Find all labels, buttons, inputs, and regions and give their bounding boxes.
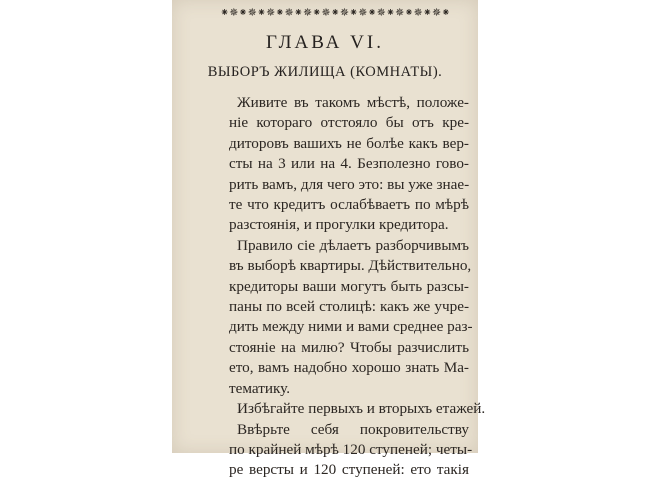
text-line: диторовъ вашихъ не болѣе какъ вер- [229,134,469,152]
text-line: ето, вамъ надобно хорошо знать Ма- [229,359,469,377]
text-line: дить между ними и вами среднее раз- [229,318,473,336]
text-line: сты на 3 или на 4. Безполезно гово- [229,155,469,173]
body-text [229,93,486,481]
text-line: въ выборѣ квартиры. Дѣйствительно, [229,257,472,275]
text-line: Живите въ такомъ мѣстѣ, положе- [237,94,469,111]
text-line: Избѣгайте первыхъ и вторыхъ етажей. [237,400,486,418]
text-line: Ввѣрьте себя покровительству [237,420,469,438]
text-line: по крайней мѣрѣ 120 ступеней; четы- [229,440,473,458]
chapter-title: ГЛАВА VI. [266,32,384,53]
text-line: те что кредитъ ослабѣваетъ по мѣрѣ [229,196,469,214]
text-line: тематику. [229,379,291,397]
header-ornament: ⁕✵⁕✵⁕✵⁕✵⁕✵⁕✵⁕✵⁕✵⁕✵⁕✵⁕✵⁕✵⁕ [220,6,451,19]
text-line: ніе котораго отстояло бы отъ кре- [229,114,469,132]
text-line: кредиторы ваши могутъ быть разсы- [229,277,469,295]
chapter-subtitle: ВЫБОРЪ ЖИЛИЩА (КОМНАТЫ). [207,64,443,80]
text-line: паны по всей столицѣ: какъ же учре- [229,298,469,316]
text-line: ре версты и 120 ступеней: ето такія [229,461,469,479]
text-line: рить вамъ, для чего это: вы уже знае- [229,175,470,193]
book-page [172,0,486,479]
text-line: Правило сіе дѣлаетъ разборчивымъ [237,236,469,254]
text-line: стояніе на милю? Чтобы разчислить [229,338,469,356]
text-line: разстоянія, и прогулки кредитора. [229,216,449,234]
